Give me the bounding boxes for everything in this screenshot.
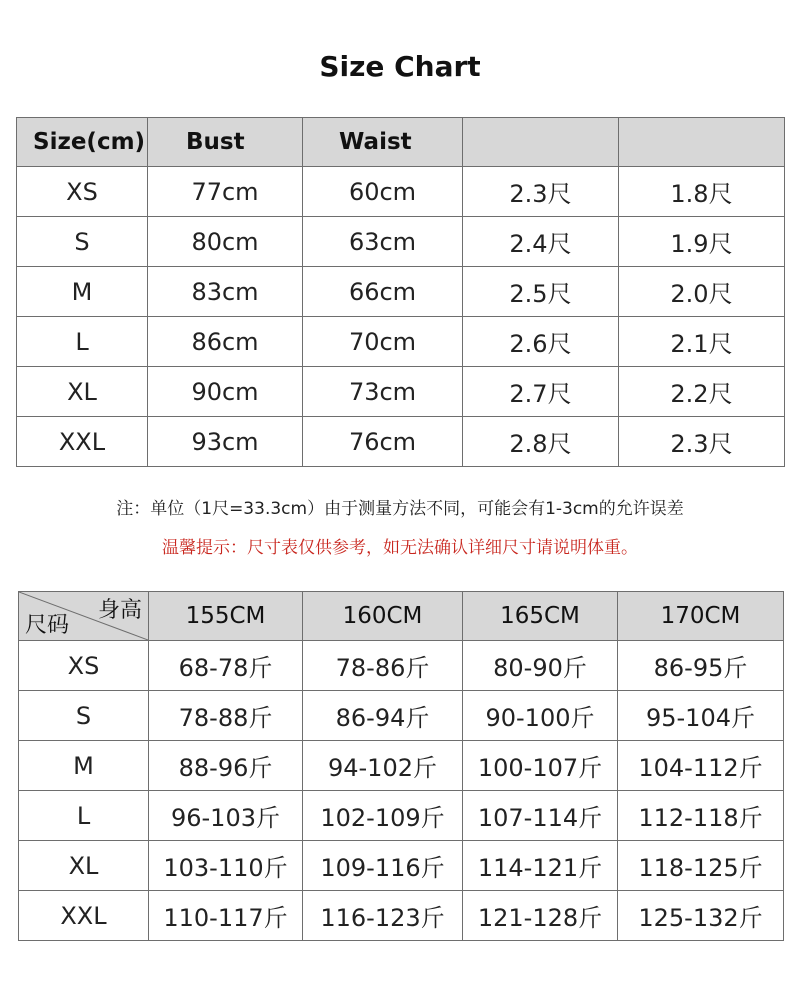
table-cell: 2.0尺 bbox=[619, 267, 785, 317]
size-cell: XS bbox=[19, 641, 149, 691]
size-table bbox=[16, 117, 785, 467]
weight-cell: 102-109斤 bbox=[303, 791, 463, 841]
waist-cell: 66cm bbox=[303, 267, 463, 317]
weight-cell: 104-112斤 bbox=[618, 741, 784, 791]
corner-header-cell bbox=[19, 592, 149, 641]
table-row bbox=[17, 367, 785, 417]
bust-header-cell: Bust bbox=[148, 118, 303, 167]
size-cell: XS bbox=[17, 167, 148, 217]
bust-cell: 90cm bbox=[148, 367, 303, 417]
waist-header-cell: Waist bbox=[303, 118, 463, 167]
table-row bbox=[17, 217, 785, 267]
weight-cell: 110-117斤 bbox=[149, 891, 303, 941]
bust-cell: 86cm bbox=[148, 317, 303, 367]
height-header-cell: 170CM bbox=[618, 592, 784, 641]
weight-cell: 96-103斤 bbox=[149, 791, 303, 841]
bust-cell: 83cm bbox=[148, 267, 303, 317]
weight-cell: 68-78斤 bbox=[149, 641, 303, 691]
table-row bbox=[19, 691, 784, 741]
table-row bbox=[19, 641, 784, 691]
size-cell: S bbox=[17, 217, 148, 267]
table-cell: 2.6尺 bbox=[463, 317, 619, 367]
table-row bbox=[17, 317, 785, 367]
measurement-note: 注：单位（1尺=33.3cm）由于测量方法不同，可能会有1-3cm的允许误差 bbox=[116, 499, 684, 519]
table-row bbox=[17, 417, 785, 467]
size-cell: XXL bbox=[17, 417, 148, 467]
weight-cell: 118-125斤 bbox=[618, 841, 784, 891]
weight-table bbox=[18, 591, 784, 941]
reference-tip: 温馨提示：尺寸表仅供参考，如无法确认详细尺寸请说明体重。 bbox=[162, 538, 638, 558]
waist-cell: 63cm bbox=[303, 217, 463, 267]
weight-cell: 78-86斤 bbox=[303, 641, 463, 691]
weight-cell: 121-128斤 bbox=[463, 891, 618, 941]
table-row bbox=[17, 167, 785, 217]
weight-cell: 80-90斤 bbox=[463, 641, 618, 691]
weight-table-header-row bbox=[19, 592, 784, 641]
bust-cell: 80cm bbox=[148, 217, 303, 267]
header-cell bbox=[463, 118, 619, 167]
size-corner-label: 尺码 bbox=[25, 613, 70, 638]
weight-cell: 86-94斤 bbox=[303, 691, 463, 741]
table-row bbox=[19, 841, 784, 891]
weight-cell: 109-116斤 bbox=[303, 841, 463, 891]
weight-cell: 78-88斤 bbox=[149, 691, 303, 741]
waist-cell: 73cm bbox=[303, 367, 463, 417]
table-cell: 2.5尺 bbox=[463, 267, 619, 317]
table-cell: 1.9尺 bbox=[619, 217, 785, 267]
table-cell: 1.8尺 bbox=[619, 167, 785, 217]
weight-cell: 116-123斤 bbox=[303, 891, 463, 941]
table-cell: 2.4尺 bbox=[463, 217, 619, 267]
size-cell: XL bbox=[17, 367, 148, 417]
bust-cell: 93cm bbox=[148, 417, 303, 467]
size-cell: M bbox=[17, 267, 148, 317]
table-row bbox=[19, 741, 784, 791]
size-cell: L bbox=[19, 791, 149, 841]
waist-cell: 70cm bbox=[303, 317, 463, 367]
height-corner-label: 身高 bbox=[97, 598, 142, 623]
table-row bbox=[19, 891, 784, 941]
table-cell: 2.2尺 bbox=[619, 367, 785, 417]
size-cell: XL bbox=[19, 841, 149, 891]
bust-cell: 77cm bbox=[148, 167, 303, 217]
weight-cell: 103-110斤 bbox=[149, 841, 303, 891]
size-table-header-row bbox=[17, 118, 785, 167]
table-row bbox=[19, 791, 784, 841]
table-row bbox=[17, 267, 785, 317]
weight-cell: 125-132斤 bbox=[618, 891, 784, 941]
weight-cell: 90-100斤 bbox=[463, 691, 618, 741]
table-cell: 2.3尺 bbox=[463, 167, 619, 217]
height-header-cell: 165CM bbox=[463, 592, 618, 641]
weight-cell: 112-118斤 bbox=[618, 791, 784, 841]
table-cell: 2.8尺 bbox=[463, 417, 619, 467]
table-cell: 2.1尺 bbox=[619, 317, 785, 367]
size-cell: M bbox=[19, 741, 149, 791]
weight-cell: 94-102斤 bbox=[303, 741, 463, 791]
weight-cell: 88-96斤 bbox=[149, 741, 303, 791]
table-cell: 2.7尺 bbox=[463, 367, 619, 417]
weight-cell: 86-95斤 bbox=[618, 641, 784, 691]
weight-cell: 114-121斤 bbox=[463, 841, 618, 891]
weight-cell: 107-114斤 bbox=[463, 791, 618, 841]
height-header-cell: 155CM bbox=[149, 592, 303, 641]
waist-cell: 76cm bbox=[303, 417, 463, 467]
header-cell bbox=[619, 118, 785, 167]
page-title: Size Chart bbox=[319, 50, 481, 83]
size-cell: XXL bbox=[19, 891, 149, 941]
waist-cell: 60cm bbox=[303, 167, 463, 217]
size-cell: S bbox=[19, 691, 149, 741]
weight-cell: 95-104斤 bbox=[618, 691, 784, 741]
height-header-cell: 160CM bbox=[303, 592, 463, 641]
size-header-cell: Size(cm) bbox=[17, 118, 148, 167]
weight-cell: 100-107斤 bbox=[463, 741, 618, 791]
size-cell: L bbox=[17, 317, 148, 367]
table-cell: 2.3尺 bbox=[619, 417, 785, 467]
